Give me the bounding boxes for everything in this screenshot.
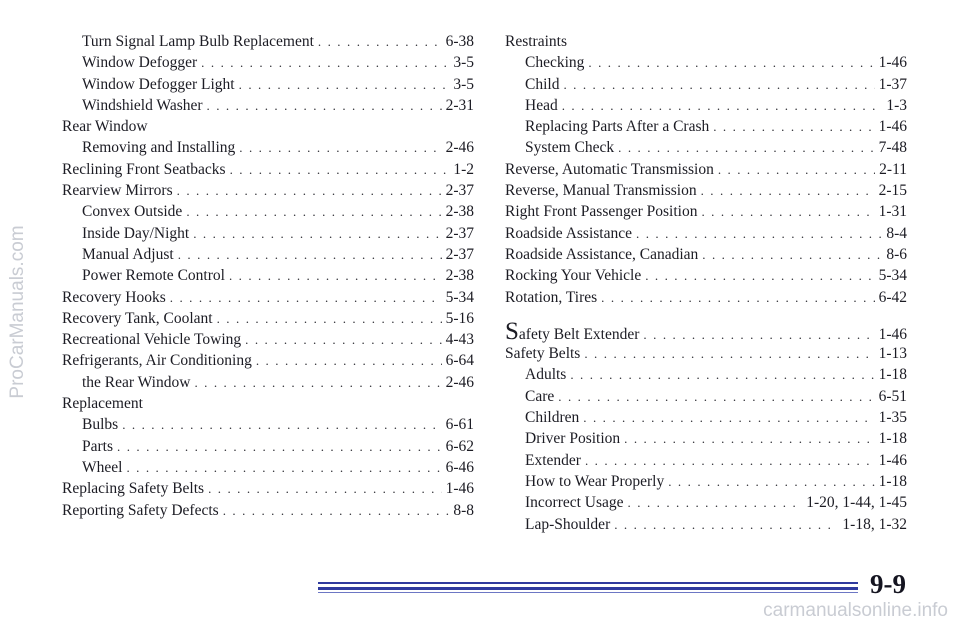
dot-leader bbox=[245, 329, 441, 350]
index-entry bbox=[62, 244, 474, 265]
entry-page: 2-46 bbox=[445, 139, 474, 157]
entry-label: the Rear Window bbox=[82, 373, 191, 391]
dot-leader bbox=[170, 287, 442, 308]
entry-page: 8-4 bbox=[886, 224, 907, 242]
entry-label: Wheel bbox=[82, 458, 123, 476]
entry-page: 6-61 bbox=[445, 416, 474, 434]
entry-label: Child bbox=[525, 75, 560, 93]
index-entry bbox=[505, 386, 907, 407]
index-entry bbox=[505, 450, 907, 471]
index-entry bbox=[62, 137, 474, 158]
dot-leader bbox=[628, 492, 803, 513]
index-entry bbox=[505, 265, 907, 286]
entry-label: Reverse, Automatic Transmission bbox=[505, 160, 714, 178]
dot-leader bbox=[624, 428, 874, 449]
entry-page: 6-38 bbox=[445, 33, 474, 50]
index-entry bbox=[505, 364, 907, 385]
entry-page: 5-34 bbox=[445, 288, 474, 306]
dot-leader bbox=[217, 308, 442, 329]
entry-page: 1-46 bbox=[878, 451, 907, 469]
dot-leader bbox=[186, 201, 441, 222]
dot-leader bbox=[713, 116, 874, 137]
watermark-side bbox=[0, 0, 36, 624]
dot-leader bbox=[194, 372, 441, 393]
index-entry bbox=[505, 471, 907, 492]
index-entry bbox=[505, 428, 907, 449]
index-entry bbox=[505, 116, 907, 137]
dot-leader bbox=[558, 386, 874, 407]
entry-page: 1-2 bbox=[453, 160, 474, 178]
dot-leader bbox=[117, 436, 442, 457]
entry-page: 6-46 bbox=[445, 458, 474, 476]
dot-leader bbox=[230, 159, 450, 180]
index-entry bbox=[62, 265, 474, 286]
entry-label: Safety Belts bbox=[505, 345, 581, 363]
dot-leader bbox=[718, 159, 875, 180]
entry-label: Reverse, Manual Transmission bbox=[505, 182, 697, 200]
entry-page: 1-46 bbox=[878, 325, 907, 343]
entry-page: 7-48 bbox=[878, 139, 907, 157]
entry-page: 6-42 bbox=[878, 288, 907, 306]
entry-label: Lap-Shoulder bbox=[525, 515, 611, 533]
dot-leader bbox=[702, 244, 882, 265]
entry-page: 2-37 bbox=[445, 182, 474, 200]
dot-leader bbox=[618, 137, 874, 158]
entry-label: Extender bbox=[525, 451, 581, 469]
index-entry bbox=[505, 223, 907, 244]
entry-page: 6-62 bbox=[445, 437, 474, 455]
index-entry bbox=[505, 137, 907, 158]
entry-page: 1-18, 1-32 bbox=[842, 515, 907, 533]
index-entry: Rear Window bbox=[62, 118, 148, 136]
entry-page: 3-5 bbox=[453, 54, 474, 72]
index-entry bbox=[62, 74, 474, 95]
dot-leader bbox=[701, 201, 874, 222]
entry-label: Recreational Vehicle Towing bbox=[62, 331, 242, 349]
index-entry bbox=[505, 492, 907, 513]
dot-leader bbox=[126, 457, 441, 478]
entry-page: 1-37 bbox=[878, 75, 907, 93]
dot-leader bbox=[614, 514, 838, 535]
footer-rule-line bbox=[318, 582, 858, 584]
entry-label: Children bbox=[525, 409, 580, 427]
entry-page: 5-34 bbox=[878, 267, 907, 285]
dot-leader bbox=[256, 350, 442, 371]
footer-rule-line bbox=[318, 592, 858, 593]
index-entry: Restraints bbox=[505, 33, 567, 50]
entry-page: 8-6 bbox=[886, 245, 907, 263]
index-entry bbox=[62, 159, 474, 180]
entry-page: 2-11 bbox=[879, 160, 907, 178]
index-entry bbox=[62, 31, 474, 52]
index-entry bbox=[62, 457, 474, 478]
entry-page: 2-31 bbox=[445, 96, 474, 114]
entry-label bbox=[505, 317, 640, 345]
entry-label: Rotation, Tires bbox=[505, 288, 598, 306]
entry-label: Care bbox=[525, 387, 555, 405]
entry-page: 1-18 bbox=[878, 366, 907, 384]
entry-label: Right Front Passenger Position bbox=[505, 203, 698, 221]
index-entry bbox=[62, 201, 474, 222]
entry-label: Power Remote Control bbox=[82, 267, 225, 285]
entry-page: 1-20, 1-44, 1-45 bbox=[806, 494, 907, 512]
dot-leader bbox=[178, 244, 442, 265]
index-entry bbox=[505, 74, 907, 95]
dot-leader bbox=[177, 180, 442, 201]
entry-page: 1-18 bbox=[878, 430, 907, 448]
entry-label: Replacing Safety Belts bbox=[62, 480, 205, 498]
index-entry bbox=[505, 95, 907, 116]
entry-page: 8-8 bbox=[453, 501, 474, 519]
index-entry bbox=[505, 201, 907, 222]
dot-leader bbox=[229, 265, 442, 286]
entry-label: Window Defogger bbox=[82, 54, 198, 72]
entry-label: Incorrect Usage bbox=[525, 494, 624, 512]
index-entry bbox=[505, 244, 907, 265]
entry-page: 4-43 bbox=[445, 331, 474, 349]
entry-label: Rearview Mirrors bbox=[62, 182, 173, 200]
dot-leader bbox=[193, 223, 441, 244]
page-number: 9-9 bbox=[870, 569, 906, 599]
section-gap bbox=[505, 308, 907, 322]
entry-page: 1-3 bbox=[886, 96, 907, 114]
section-initial-rest: afety Belt Extender bbox=[518, 325, 640, 343]
dot-leader bbox=[584, 343, 874, 364]
entry-label: Window Defogger Light bbox=[82, 75, 235, 93]
entry-page: 3-5 bbox=[453, 75, 474, 93]
section-initial: S bbox=[505, 317, 519, 345]
entry-label: Refrigerants, Air Conditioning bbox=[62, 352, 252, 370]
index-entry bbox=[505, 159, 907, 180]
index-entry bbox=[62, 52, 474, 73]
dot-leader bbox=[588, 52, 874, 73]
footer-rule-line bbox=[318, 587, 858, 590]
entry-page: 2-37 bbox=[445, 224, 474, 242]
index-entry bbox=[62, 287, 474, 308]
dot-leader bbox=[585, 450, 875, 471]
entry-label: Inside Day/Night bbox=[82, 224, 190, 242]
entry-label: Roadside Assistance, Canadian bbox=[505, 245, 699, 263]
entry-label: Convex Outside bbox=[82, 203, 183, 221]
dot-leader bbox=[239, 137, 441, 158]
entry-label: System Check bbox=[525, 139, 615, 157]
entry-label: How to Wear Properly bbox=[525, 472, 665, 490]
watermark-text: ProCarManuals.com bbox=[7, 225, 28, 399]
entry-page: 6-51 bbox=[878, 387, 907, 405]
entry-page: 2-38 bbox=[445, 203, 474, 221]
index-column-left bbox=[62, 31, 474, 521]
entry-label: Bulbs bbox=[82, 416, 119, 434]
index-entry bbox=[62, 180, 474, 201]
dot-leader bbox=[583, 407, 874, 428]
dot-leader bbox=[201, 52, 449, 73]
entry-page: 1-46 bbox=[878, 54, 907, 72]
index-entry bbox=[505, 52, 907, 73]
dot-leader bbox=[563, 74, 874, 95]
entry-page: 2-46 bbox=[445, 373, 474, 391]
entry-page: 5-16 bbox=[445, 309, 474, 327]
dot-leader bbox=[570, 364, 874, 385]
entry-label: Roadside Assistance bbox=[505, 224, 632, 242]
index-entry bbox=[505, 287, 907, 308]
dot-leader bbox=[207, 95, 442, 116]
entry-page: 1-13 bbox=[878, 345, 907, 363]
entry-label: Removing and Installing bbox=[82, 139, 236, 157]
entry-label: Adults bbox=[525, 366, 567, 384]
entry-page: 2-37 bbox=[445, 245, 474, 263]
index-entry-section-s bbox=[505, 317, 907, 345]
index-entry bbox=[505, 514, 907, 535]
entry-label: Recovery Hooks bbox=[62, 288, 166, 306]
dot-leader bbox=[601, 287, 874, 308]
dot-leader bbox=[318, 31, 442, 52]
watermark-bottom: carmanualsonline.info bbox=[763, 600, 948, 621]
dot-leader bbox=[636, 223, 882, 244]
index-entry bbox=[62, 478, 474, 499]
entry-label: Recovery Tank, Coolant bbox=[62, 309, 213, 327]
entry-page: 6-64 bbox=[445, 352, 474, 370]
index-entry bbox=[62, 350, 474, 371]
index-entry bbox=[62, 500, 474, 521]
index-entry bbox=[505, 343, 907, 364]
dot-leader bbox=[643, 324, 874, 345]
entry-label: Manual Adjust bbox=[82, 245, 174, 263]
entry-page: 2-15 bbox=[878, 182, 907, 200]
entry-label: Replacing Parts After a Crash bbox=[525, 118, 710, 136]
dot-leader bbox=[239, 74, 450, 95]
entry-page: 1-31 bbox=[878, 203, 907, 221]
dot-leader bbox=[562, 95, 883, 116]
entry-label: Turn Signal Lamp Bulb Replacement bbox=[82, 33, 314, 50]
entry-label: Head bbox=[525, 96, 558, 114]
dot-leader bbox=[223, 500, 450, 521]
entry-label: Rocking Your Vehicle bbox=[505, 267, 642, 285]
index-entry bbox=[62, 329, 474, 350]
entry-label: Checking bbox=[525, 54, 585, 72]
index-group-r bbox=[505, 31, 907, 308]
entry-label: Reporting Safety Defects bbox=[62, 501, 219, 519]
dot-leader bbox=[668, 471, 874, 492]
entry-label: Reclining Front Seatbacks bbox=[62, 160, 226, 178]
entry-page: 1-46 bbox=[445, 480, 474, 498]
entry-label: Parts bbox=[82, 437, 113, 455]
index-entry: Replacement bbox=[62, 395, 143, 413]
footer-rule bbox=[318, 582, 858, 594]
index-entry bbox=[62, 372, 474, 393]
entry-page: 2-38 bbox=[445, 267, 474, 285]
entry-page: 1-35 bbox=[878, 409, 907, 427]
index-column-right bbox=[505, 31, 907, 535]
index-entry bbox=[505, 180, 907, 201]
dot-leader bbox=[701, 180, 875, 201]
index-entry bbox=[62, 223, 474, 244]
entry-page: 1-18 bbox=[878, 472, 907, 490]
dot-leader bbox=[645, 265, 874, 286]
entry-page: 1-46 bbox=[878, 118, 907, 136]
index-entry bbox=[62, 436, 474, 457]
entry-label: Windshield Washer bbox=[82, 96, 203, 114]
index-entry bbox=[62, 95, 474, 116]
dot-leader bbox=[208, 478, 442, 499]
index-entry bbox=[62, 308, 474, 329]
dot-leader bbox=[122, 414, 441, 435]
index-entry bbox=[505, 407, 907, 428]
index-entry bbox=[62, 414, 474, 435]
index-group-s bbox=[505, 343, 907, 535]
entry-label: Driver Position bbox=[525, 430, 621, 448]
